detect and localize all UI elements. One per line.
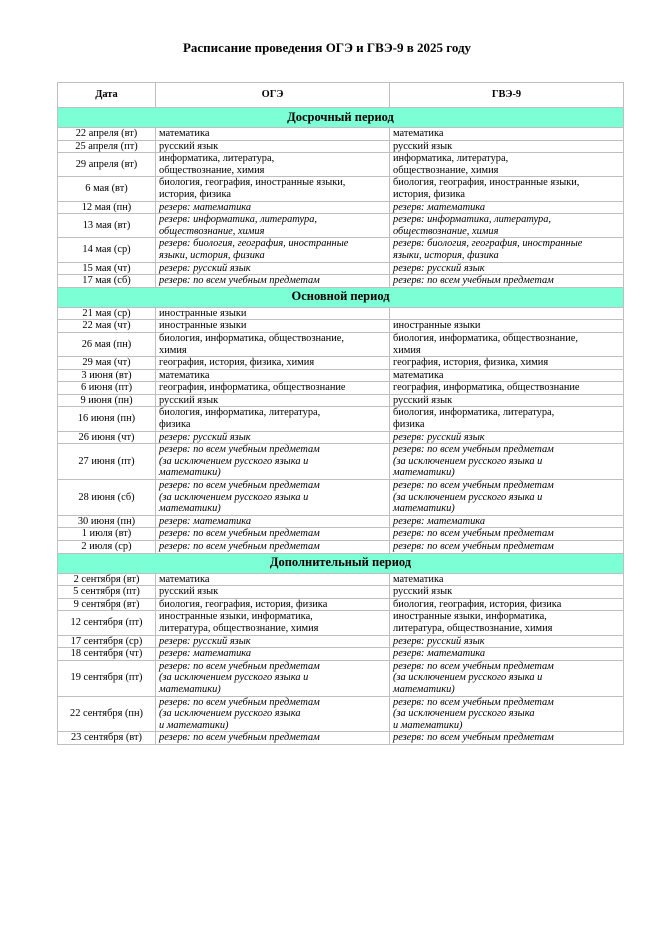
gve-cell: биология, география, история, физика (390, 598, 624, 611)
table-row (58, 528, 624, 541)
date-cell: 28 июня (сб) (58, 480, 156, 516)
header-date: Дата (58, 83, 156, 108)
date-cell: 5 сентября (пт) (58, 586, 156, 599)
gve-cell: биология, информатика, литература, физика (390, 407, 624, 431)
table-row (58, 586, 624, 599)
oge-cell: резерв: по всем учебным предметам (за исключением русского языка и математики) (156, 480, 390, 516)
gve-cell: резерв: по всем учебным предметам (за исключением русского языка и математики) (390, 444, 624, 480)
section-title: Дополнительный период (58, 553, 624, 573)
table-row (58, 140, 624, 153)
date-cell: 6 июня (пт) (58, 382, 156, 395)
table-row (58, 369, 624, 382)
oge-cell: биология, география, иностранные языки, история, физика (156, 177, 390, 201)
table-row (58, 541, 624, 554)
header-row (58, 83, 624, 108)
table-row (58, 214, 624, 238)
gve-cell: резерв: информатика, литература, обществознание, химия (390, 214, 624, 238)
date-cell: 3 июня (вт) (58, 369, 156, 382)
schedule-body (58, 108, 624, 745)
oge-cell: русский язык (156, 586, 390, 599)
table-row (58, 201, 624, 214)
section-row (58, 108, 624, 128)
oge-cell: резерв: математика (156, 515, 390, 528)
date-cell: 17 мая (сб) (58, 275, 156, 288)
date-cell: 13 мая (вт) (58, 214, 156, 238)
page-title: Расписание проведения ОГЭ и ГВЭ-9 в 2025 году (182, 40, 472, 55)
oge-cell: русский язык (156, 394, 390, 407)
oge-cell: резерв: биология, география, иностранные языки, история, физика (156, 238, 390, 262)
section-title: Основной период (58, 287, 624, 307)
date-cell: 6 мая (вт) (58, 177, 156, 201)
table-row (58, 357, 624, 370)
gve-cell: математика (390, 573, 624, 586)
date-cell: 22 сентября (пн) (58, 696, 156, 732)
table-row (58, 262, 624, 275)
header-oge: ОГЭ (156, 83, 390, 108)
table-row (58, 238, 624, 262)
date-cell: 12 мая (пн) (58, 201, 156, 214)
gve-cell: резерв: по всем учебным предметам (за исключением русского языка и математики) (390, 480, 624, 516)
oge-cell: резерв: по всем учебным предметам (за исключением русского языка и математики) (156, 660, 390, 696)
gve-cell: резерв: биология, география, иностранные языки, история, физика (390, 238, 624, 262)
gve-cell: резерв: математика (390, 201, 624, 214)
oge-cell: биология, география, история, физика (156, 598, 390, 611)
oge-cell: география, история, физика, химия (156, 357, 390, 370)
table-row (58, 515, 624, 528)
date-cell: 2 сентября (вт) (58, 573, 156, 586)
date-cell: 30 июня (пн) (58, 515, 156, 528)
date-cell: 27 июня (пт) (58, 444, 156, 480)
date-cell: 9 сентября (вт) (58, 598, 156, 611)
date-cell: 29 апреля (вт) (58, 153, 156, 177)
date-cell: 29 мая (чт) (58, 357, 156, 370)
table-row (58, 275, 624, 288)
gve-cell: русский язык (390, 394, 624, 407)
date-cell: 12 сентября (пт) (58, 611, 156, 635)
oge-cell: резерв: по всем учебным предметам (за исключением русского языка и математики) (156, 696, 390, 732)
table-row (58, 177, 624, 201)
table-row (58, 382, 624, 395)
gve-cell: география, информатика, обществознание (390, 382, 624, 395)
table-row (58, 660, 624, 696)
gve-cell: иностранные языки, информатика, литература, обществознание, химия (390, 611, 624, 635)
table-row (58, 611, 624, 635)
oge-cell: информатика, литература, обществознание, химия (156, 153, 390, 177)
oge-cell: резерв: математика (156, 648, 390, 661)
oge-cell: биология, информатика, литература, физика (156, 407, 390, 431)
table-row (58, 635, 624, 648)
table-row (58, 128, 624, 141)
table-row (58, 407, 624, 431)
date-cell: 26 июня (чт) (58, 431, 156, 444)
gve-cell: русский язык (390, 140, 624, 153)
oge-cell: резерв: русский язык (156, 635, 390, 648)
date-cell: 16 июня (пн) (58, 407, 156, 431)
oge-cell: резерв: по всем учебным предметам (156, 528, 390, 541)
oge-cell: иностранные языки, информатика, литература, обществознание, химия (156, 611, 390, 635)
oge-cell: резерв: по всем учебным предметам (за исключением русского языка и математики) (156, 444, 390, 480)
table-row (58, 573, 624, 586)
table-row (58, 598, 624, 611)
section-title: Досрочный период (58, 108, 624, 128)
oge-cell: математика (156, 128, 390, 141)
header-gve: ГВЭ-9 (390, 83, 624, 108)
oge-cell: резерв: по всем учебным предметам (156, 732, 390, 745)
gve-cell: резерв: по всем учебным предметам (390, 528, 624, 541)
gve-cell: резерв: по всем учебным предметам (390, 275, 624, 288)
oge-cell: резерв: информатика, литература, обществознание, химия (156, 214, 390, 238)
oge-cell: география, информатика, обществознание (156, 382, 390, 395)
oge-cell: резерв: по всем учебным предметам (156, 541, 390, 554)
oge-cell: резерв: русский язык (156, 431, 390, 444)
gve-cell: математика (390, 369, 624, 382)
gve-cell: резерв: по всем учебным предметам (390, 541, 624, 554)
gve-cell: резерв: русский язык (390, 431, 624, 444)
oge-cell: математика (156, 369, 390, 382)
oge-cell: биология, информатика, обществознание, химия (156, 332, 390, 356)
table-row (58, 307, 624, 320)
gve-cell: математика (390, 128, 624, 141)
gve-cell: география, история, физика, химия (390, 357, 624, 370)
date-cell: 23 сентября (вт) (58, 732, 156, 745)
gve-cell: русский язык (390, 586, 624, 599)
gve-cell: резерв: русский язык (390, 262, 624, 275)
table-row (58, 732, 624, 745)
oge-cell: резерв: русский язык (156, 262, 390, 275)
date-cell: 2 июля (ср) (58, 541, 156, 554)
date-cell: 17 сентября (ср) (58, 635, 156, 648)
gve-cell: биология, информатика, обществознание, химия (390, 332, 624, 356)
table-row (58, 480, 624, 516)
date-cell: 9 июня (пн) (58, 394, 156, 407)
table-row (58, 394, 624, 407)
table-row (58, 696, 624, 732)
gve-cell: резерв: русский язык (390, 635, 624, 648)
section-row (58, 287, 624, 307)
date-cell: 15 мая (чт) (58, 262, 156, 275)
table-row (58, 431, 624, 444)
oge-cell: резерв: математика (156, 201, 390, 214)
oge-cell: резерв: по всем учебным предметам (156, 275, 390, 288)
oge-cell: математика (156, 573, 390, 586)
date-cell: 14 мая (ср) (58, 238, 156, 262)
table-row (58, 320, 624, 333)
date-cell: 19 сентября (пт) (58, 660, 156, 696)
gve-cell: резерв: математика (390, 515, 624, 528)
table-row (58, 153, 624, 177)
table-row (58, 444, 624, 480)
schedule-table (57, 82, 624, 745)
date-cell: 25 апреля (пт) (58, 140, 156, 153)
oge-cell: иностранные языки (156, 320, 390, 333)
gve-cell: информатика, литература, обществознание, химия (390, 153, 624, 177)
date-cell: 22 мая (чт) (58, 320, 156, 333)
date-cell: 26 мая (пн) (58, 332, 156, 356)
date-cell: 22 апреля (вт) (58, 128, 156, 141)
date-cell: 18 сентября (чт) (58, 648, 156, 661)
gve-cell: резерв: по всем учебным предметам (за исключением русского языка и математики) (390, 660, 624, 696)
gve-cell: биология, география, иностранные языки, история, физика (390, 177, 624, 201)
date-cell: 21 мая (ср) (58, 307, 156, 320)
gve-cell: резерв: по всем учебным предметам (за исключением русского языка и математики) (390, 696, 624, 732)
table-row (58, 332, 624, 356)
gve-cell: иностранные языки (390, 320, 624, 333)
oge-cell: русский язык (156, 140, 390, 153)
gve-cell (390, 307, 624, 320)
section-row (58, 553, 624, 573)
table-row (58, 648, 624, 661)
gve-cell: резерв: по всем учебным предметам (390, 732, 624, 745)
date-cell: 1 июля (вт) (58, 528, 156, 541)
oge-cell: иностранные языки (156, 307, 390, 320)
gve-cell: резерв: математика (390, 648, 624, 661)
